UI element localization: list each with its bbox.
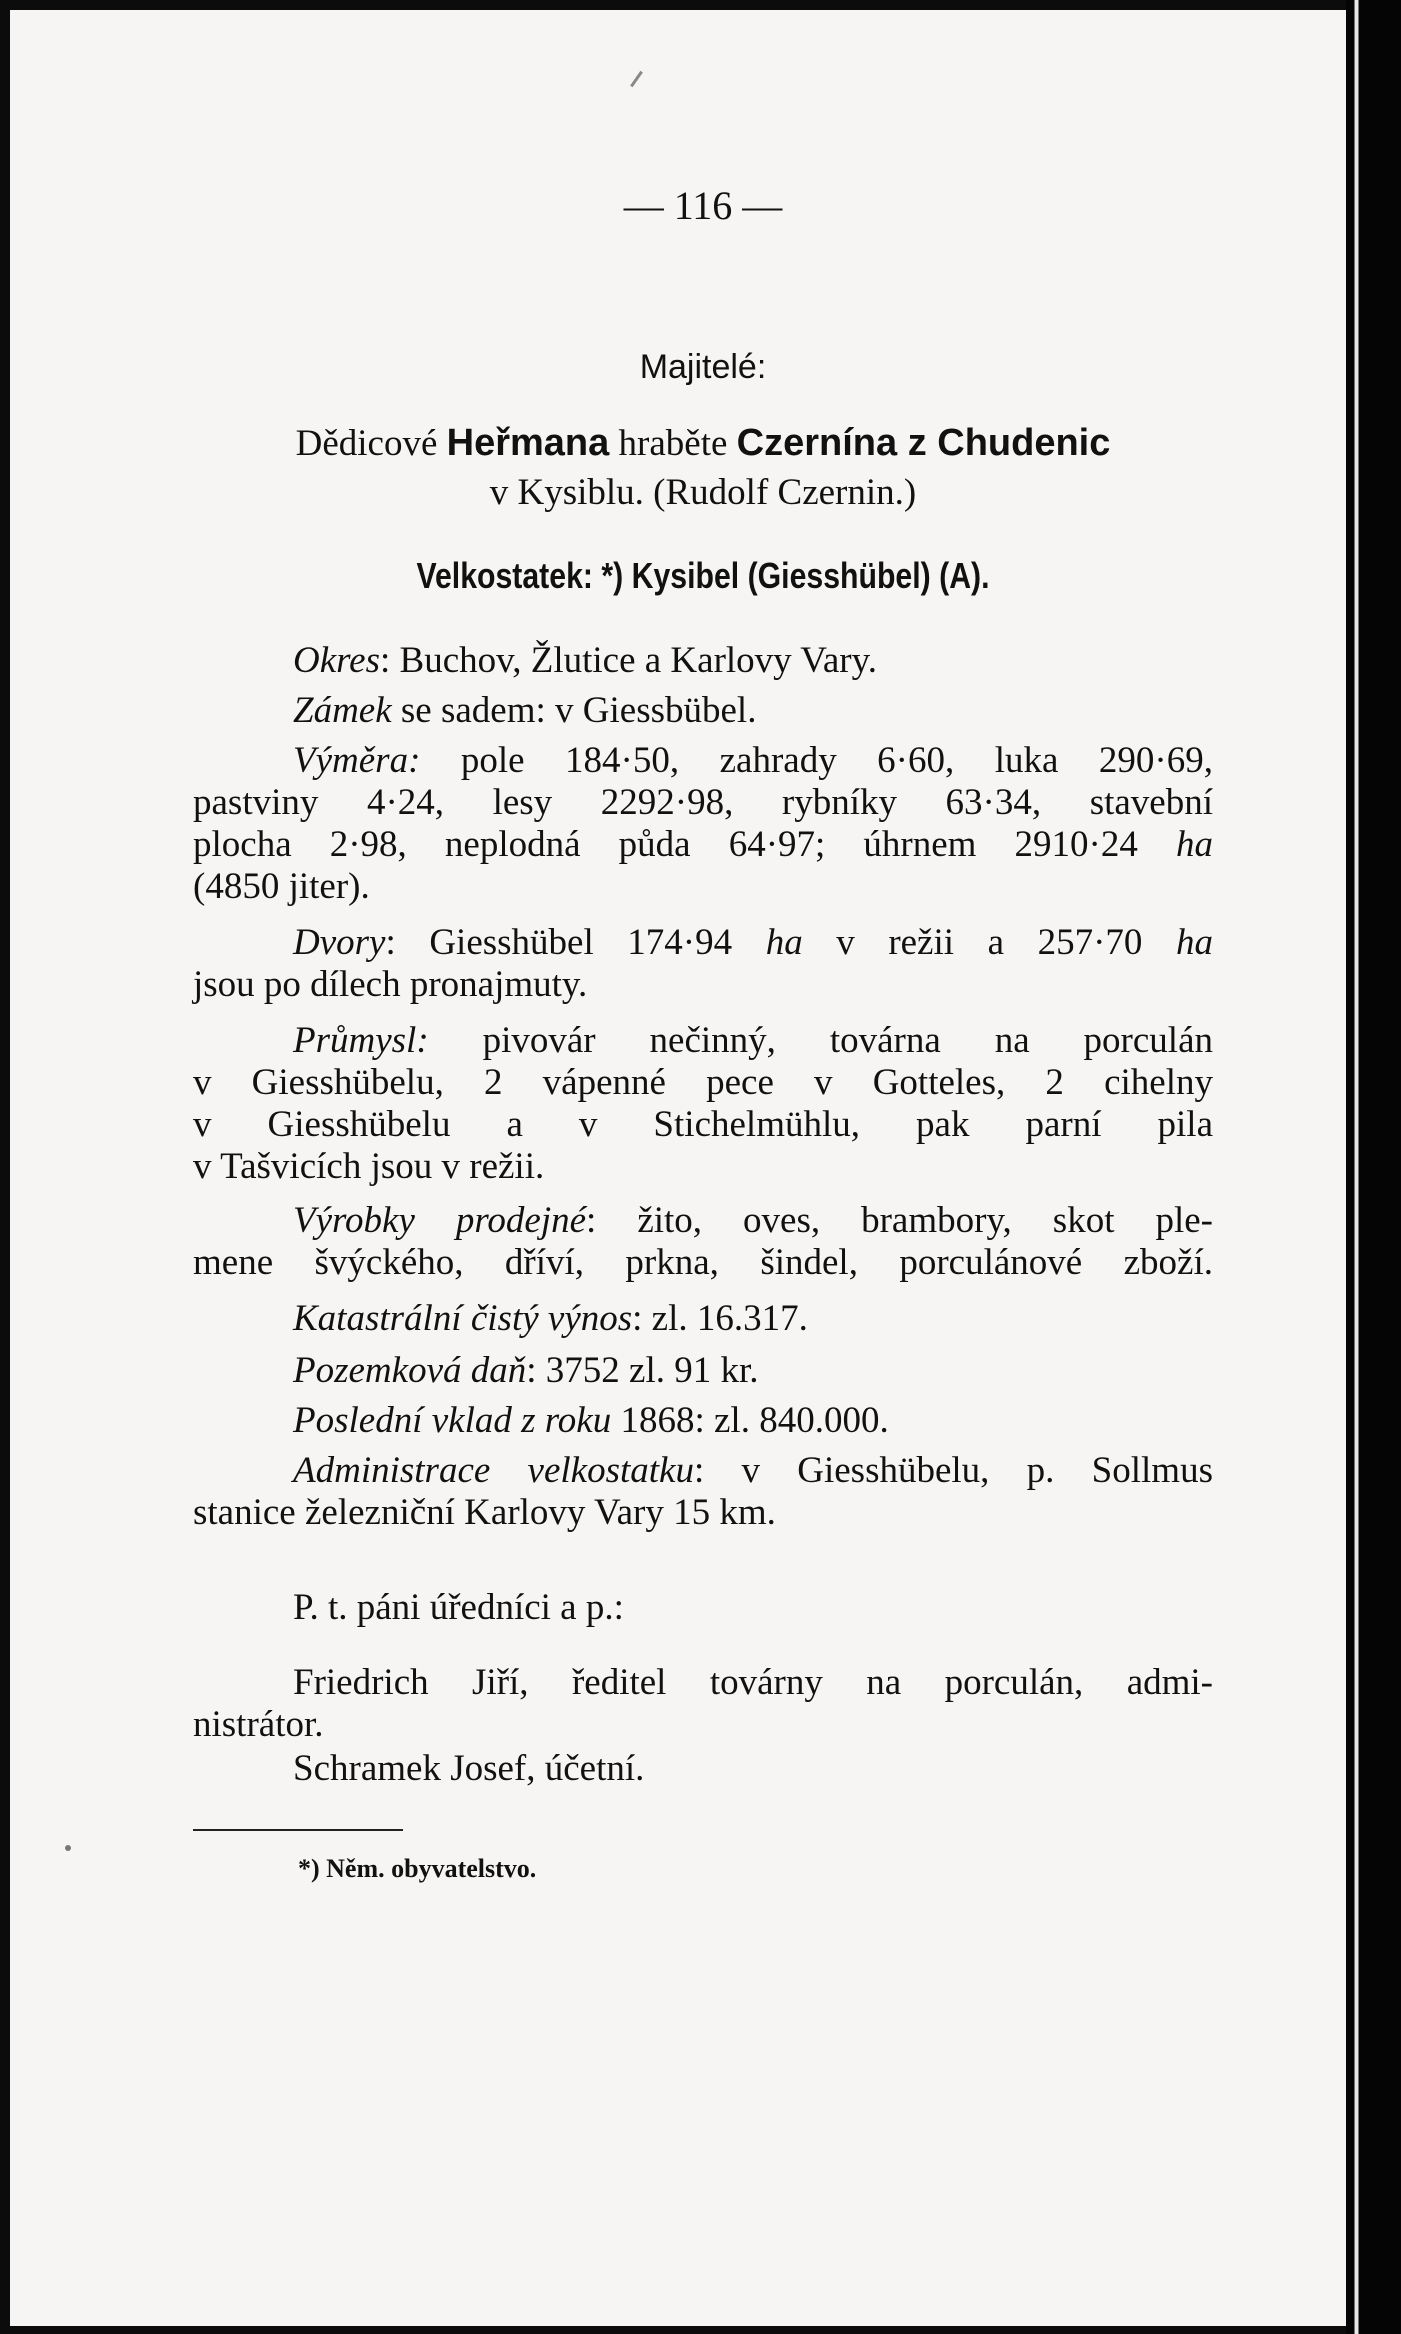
administration-line-1 xyxy=(293,1450,1213,1492)
footnote-rule xyxy=(193,1829,403,1831)
industry-line-4: v Tašvicích jsou v režii. xyxy=(193,1146,545,1187)
last-deposit-label: Poslední vklad z roku xyxy=(293,1400,612,1441)
administration-line-2: stanice železniční Karlovy Vary 15 km. xyxy=(193,1492,776,1533)
district-value: : Buchov, Žlutice a Karlovy Vary. xyxy=(380,640,877,681)
area-label: Výměra: xyxy=(293,740,421,781)
page-mark xyxy=(630,71,643,87)
cadastral-yield-value: : zl. 16.317. xyxy=(632,1298,808,1339)
cadastral-yield-line xyxy=(293,1298,1213,1340)
official-entry-continued: nistrátor. xyxy=(193,1704,324,1745)
cadastral-yield-label: Katastrální čistý výnos xyxy=(293,1298,633,1339)
land-tax-label: Pozemková daň xyxy=(293,1350,527,1391)
administration-label: Administrace velkostatku xyxy=(293,1450,694,1491)
owner-family-name: Czernína z Chudenic xyxy=(736,422,1111,464)
products-line-2: mene švýckého, dříví, prkna, šindel, porculánové zboží. xyxy=(193,1242,1213,1283)
area-line-4: (4850 jiter). xyxy=(193,866,370,907)
book-page xyxy=(10,10,1346,2326)
area-unit: ha xyxy=(1176,824,1213,865)
products-line-1 xyxy=(293,1200,1213,1242)
industry-label: Průmysl: xyxy=(293,1020,429,1061)
products-label: Výrobky prodejné xyxy=(293,1200,587,1241)
area-line-3 xyxy=(193,824,1213,866)
last-deposit-line xyxy=(293,1400,1213,1442)
area-value: pole 184·50, zahrady 6·60, luka 290·69, xyxy=(420,740,1213,781)
owners-text: Dědicové xyxy=(295,423,447,464)
page-mark xyxy=(65,1845,71,1851)
official-entry: Friedrich Jiří, ředitel továrny na porculán, admi- xyxy=(293,1662,1213,1703)
castle-line xyxy=(293,690,1213,732)
industry-line-2: v Giesshübelu, 2 vápenné pece v Gotteles, 2 cihelny xyxy=(193,1062,1213,1103)
officials-heading: P. t. páni úředníci a p.: xyxy=(293,1587,624,1628)
district-label: Okres xyxy=(293,640,380,681)
industry-value: pivovár nečinný, továrna na porculán xyxy=(428,1020,1213,1061)
products-value: : žito, oves, brambory, skot ple- xyxy=(586,1200,1213,1241)
castle-value: se sadem: v Giessbübel. xyxy=(391,690,757,731)
farms-line-1 xyxy=(293,922,1213,964)
page-number: — 116 — xyxy=(623,183,783,228)
estate-title: Velkostatek: *) Kysibel (Giesshübel) (A). xyxy=(416,555,990,596)
farms-unit: ha xyxy=(765,922,803,963)
footnote: *) Něm. obyvatelstvo. xyxy=(298,1854,537,1883)
official-entry: Schramek Josef, účetní. xyxy=(293,1748,645,1789)
owners-text: hraběte xyxy=(609,423,737,464)
district-line xyxy=(293,640,1213,682)
owners-location: v Kysiblu. (Rudolf Czernin.) xyxy=(489,472,917,513)
owner-name: Heřmana xyxy=(446,422,610,464)
farms-unit: ha xyxy=(1175,922,1213,963)
farms-line-2: jsou po dílech pronajmuty. xyxy=(193,964,588,1005)
area-line-2: pastviny 4·24, lesy 2292·98, rybníky 63·34, stavební xyxy=(193,782,1213,823)
farms-value: : Giesshübel 174·94 xyxy=(385,922,766,963)
industry-line-3: v Giesshübelu a v Stichelmühlu, pak parní pila xyxy=(193,1104,1213,1145)
section-heading: Majitelé: xyxy=(639,348,767,386)
land-tax-line xyxy=(293,1350,1213,1392)
scan-border xyxy=(1346,0,1401,2334)
farms-label: Dvory xyxy=(293,922,386,963)
owners-line xyxy=(193,422,1213,465)
area-value: plocha 2·98, neplodná půda 64·97; úhrnem 2910·24 xyxy=(193,824,1176,865)
last-deposit-value: 1868: zl. 840.000. xyxy=(611,1400,889,1441)
castle-label: Zámek xyxy=(293,690,392,731)
industry-line-1 xyxy=(293,1020,1213,1062)
land-tax-value: : 3752 zl. 91 kr. xyxy=(526,1350,759,1391)
area-line-1 xyxy=(293,740,1213,782)
farms-value: v režii a 257·70 xyxy=(802,922,1176,963)
administration-value: : v Giesshübelu, p. Sollmus xyxy=(693,1450,1213,1491)
